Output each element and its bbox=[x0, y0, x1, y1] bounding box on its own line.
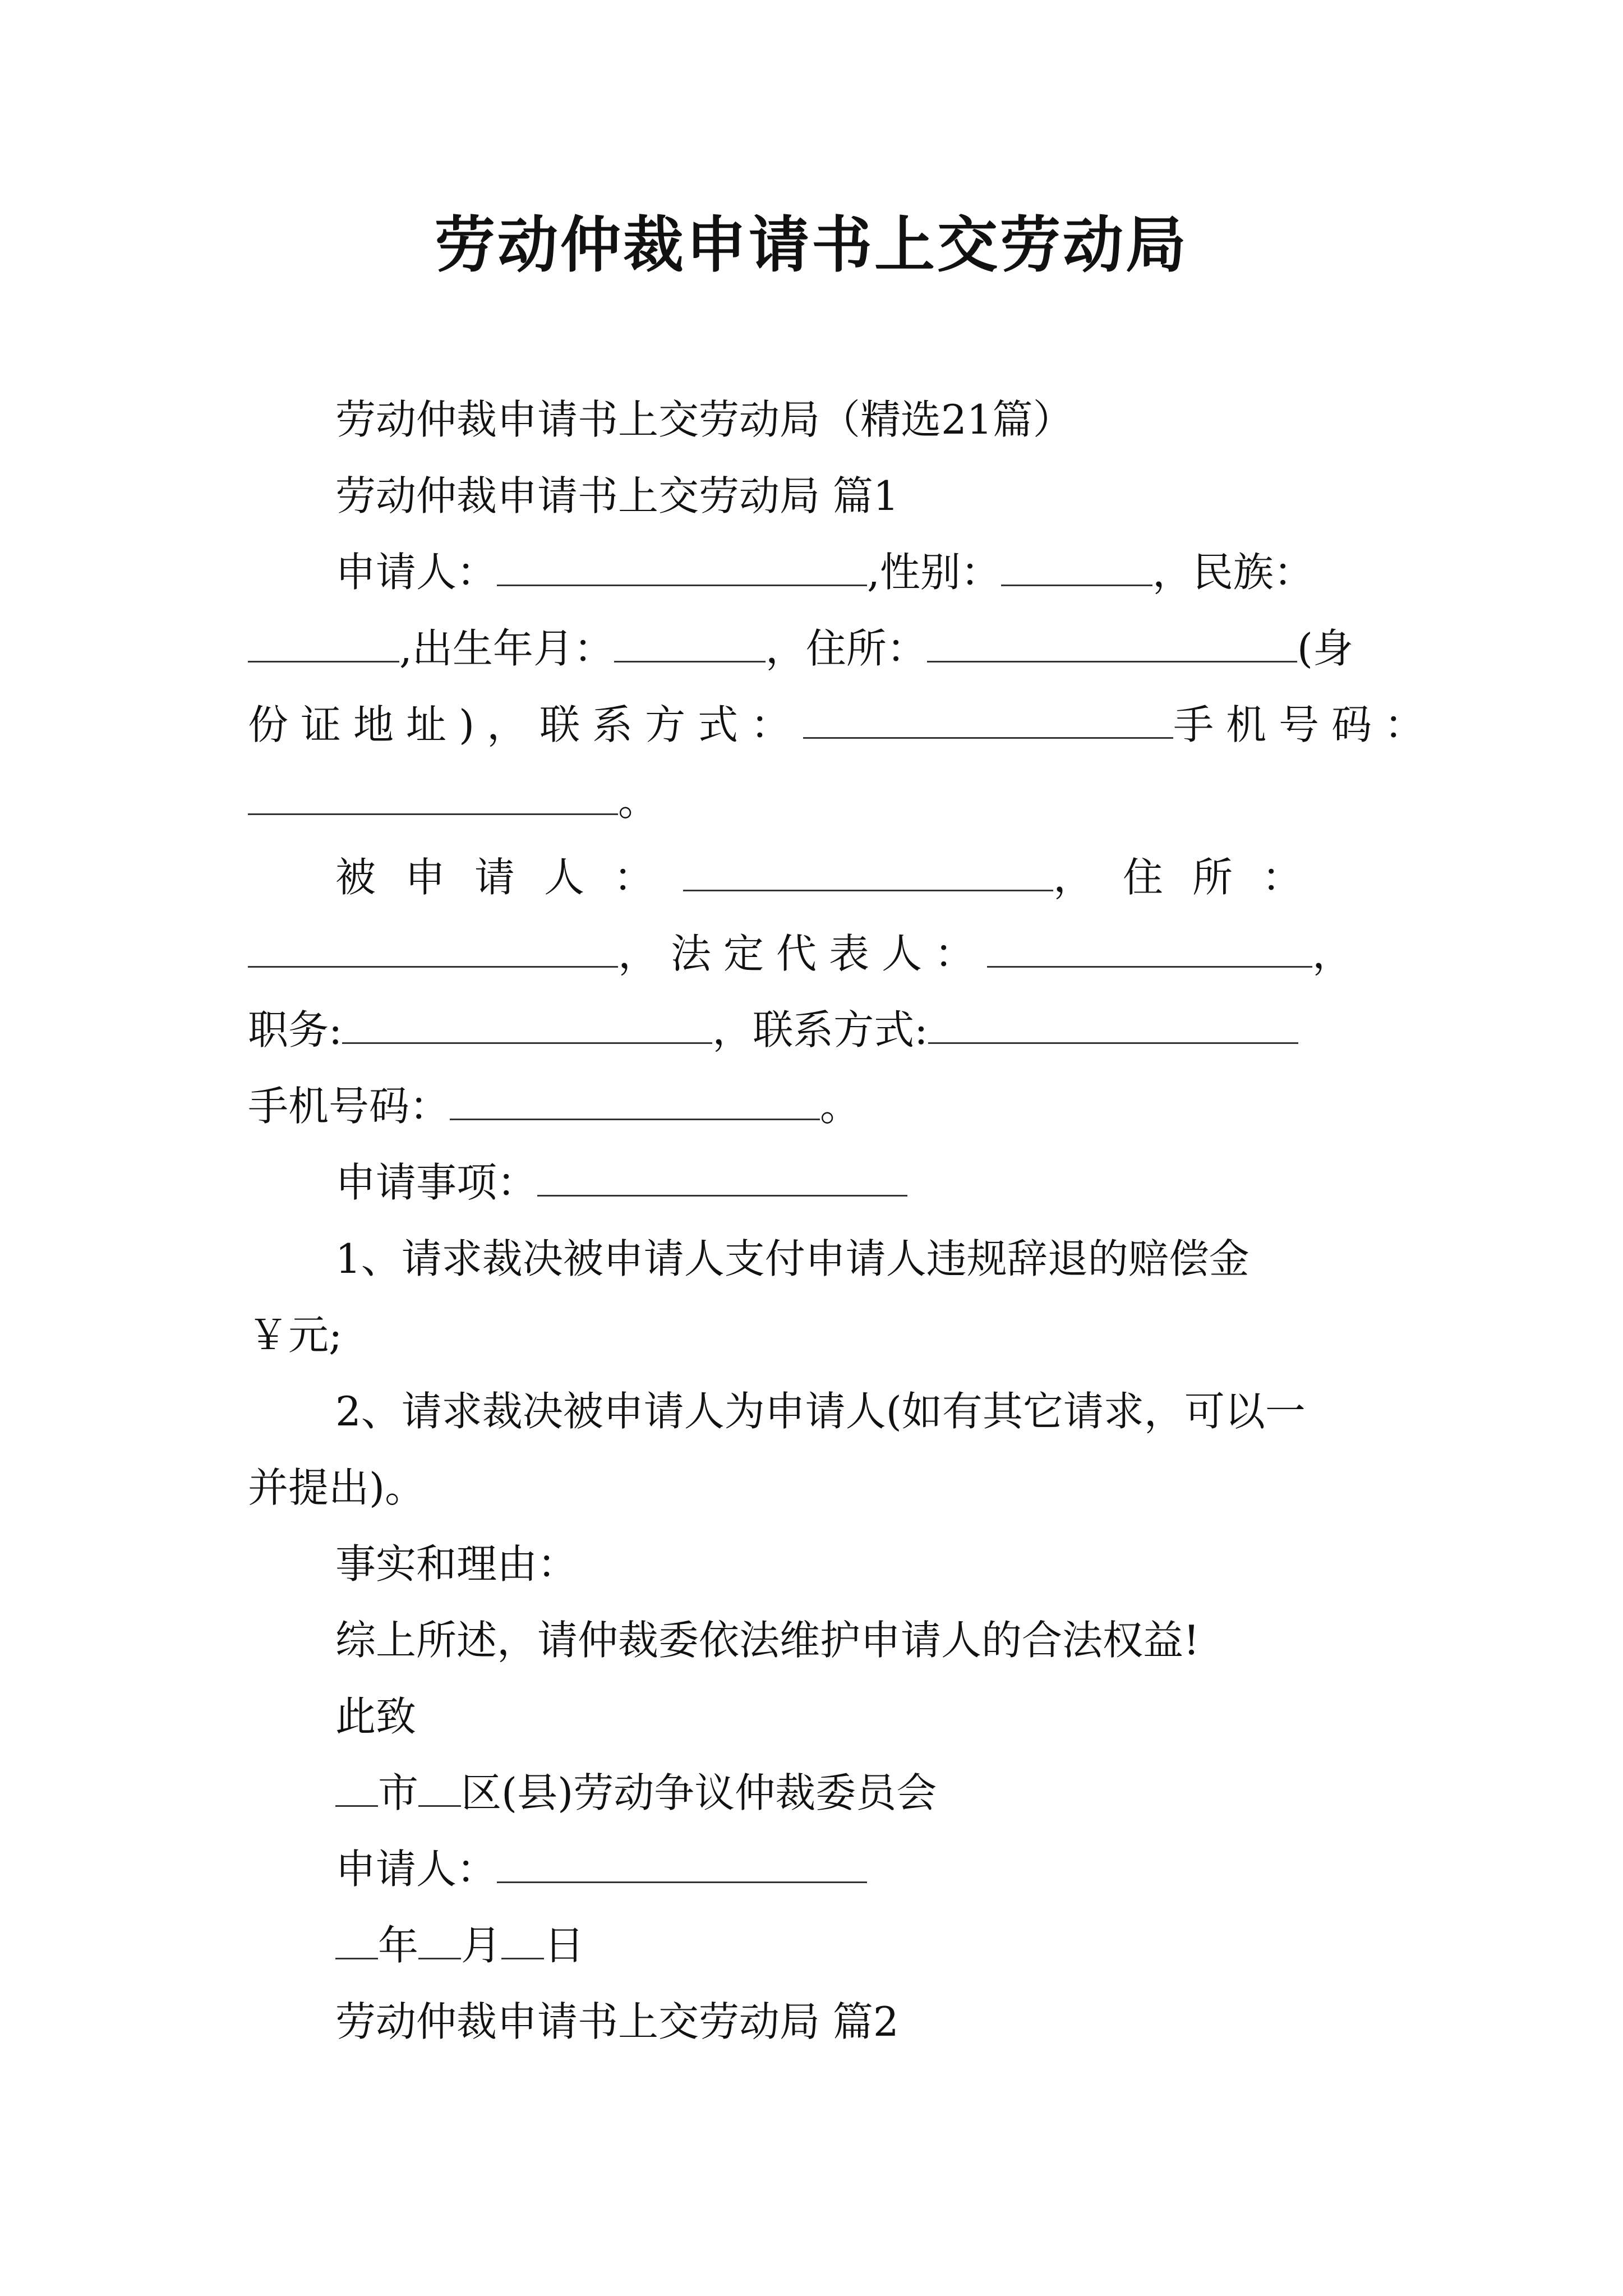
request-item-1-cont: ￥元; bbox=[248, 1312, 343, 1359]
birth-label: ,出生年月： bbox=[399, 625, 614, 672]
respondent-line-2 bbox=[248, 915, 1386, 992]
day-blank bbox=[501, 1924, 544, 1959]
respondent-label: 被申请人： bbox=[335, 854, 684, 901]
district-blank bbox=[418, 1772, 461, 1807]
respondent-line-4 bbox=[248, 1068, 1386, 1144]
ethnicity-label: ，民族： bbox=[1152, 549, 1314, 596]
respondent-comma: ， bbox=[1312, 930, 1366, 977]
signature-label: 申请人： bbox=[335, 1846, 497, 1893]
district-label: 区(县)劳动争议仲裁委员会 bbox=[461, 1769, 937, 1816]
facts-label: 事实和理由： bbox=[335, 1540, 578, 1588]
document-body bbox=[248, 381, 1437, 2060]
section-heading-2: 劳动仲裁申请书上交劳动局 篇2 bbox=[335, 1998, 899, 2045]
legal-rep-label: ，法定代表人： bbox=[618, 930, 988, 977]
applicant-label: 申请人： bbox=[335, 549, 497, 596]
ethnicity-blank bbox=[248, 627, 399, 662]
birth-blank bbox=[614, 627, 766, 662]
city-label: 市 bbox=[378, 1769, 419, 1816]
document-title: 劳动仲裁申请书上交劳动局 bbox=[434, 210, 1188, 280]
signature-blank bbox=[497, 1848, 867, 1883]
position-label: 职务: bbox=[248, 1006, 343, 1053]
respondent-name-blank bbox=[683, 856, 1053, 891]
legal-rep-blank bbox=[987, 932, 1312, 968]
month-blank bbox=[418, 1924, 461, 1959]
conclusion-text: 综上所述，请仲裁委依法维护申请人的合法权益! bbox=[335, 1617, 1200, 1664]
section-heading-1: 劳动仲裁申请书上交劳动局 篇1 bbox=[335, 472, 899, 519]
year-blank bbox=[335, 1924, 378, 1959]
residence-blank bbox=[927, 627, 1297, 662]
respondent-residence-blank bbox=[248, 932, 618, 968]
request-item-2: 2、请求裁决被申请人为申请人(如有其它请求，可以一 bbox=[335, 1388, 1306, 1435]
document-subtitle: 劳动仲裁申请书上交劳动局（精选21篇） bbox=[335, 396, 1073, 443]
phone-blank bbox=[248, 780, 618, 815]
respondent-line-1 bbox=[248, 839, 1386, 915]
date-line bbox=[248, 1907, 1386, 1984]
applicant-line-1 bbox=[248, 534, 1386, 610]
respondent-phone-blank bbox=[450, 1085, 820, 1120]
gender-blank bbox=[1001, 551, 1152, 586]
city-blank bbox=[335, 1772, 378, 1807]
request-blank bbox=[537, 1161, 907, 1197]
gender-label: ,性别： bbox=[867, 549, 1001, 596]
id-address-close: 份证地址)，联系方式： bbox=[248, 701, 804, 748]
residence-label: ，住所： bbox=[765, 625, 927, 672]
day-label: 日 bbox=[544, 1922, 585, 1969]
request-item-2-cont: 并提出)。 bbox=[248, 1464, 426, 1511]
signature-line bbox=[248, 1831, 1386, 1907]
applicant-line-3 bbox=[248, 687, 1437, 763]
month-label: 月 bbox=[461, 1922, 502, 1969]
respondent-line-3 bbox=[248, 992, 1386, 1068]
contact-blank bbox=[803, 703, 1173, 739]
phone-label: 手机号码： bbox=[1173, 701, 1437, 748]
year-label: 年 bbox=[378, 1922, 419, 1969]
request-item-1: 1、请求裁决被申请人支付申请人违规辞退的赔偿金 bbox=[335, 1235, 1249, 1282]
respondent-phone-label: 手机号码： bbox=[248, 1083, 450, 1130]
salutation: 此致 bbox=[335, 1693, 417, 1740]
request-label: 申请事项： bbox=[335, 1159, 538, 1206]
applicant-name-blank bbox=[497, 551, 867, 586]
id-address-open: (身 bbox=[1297, 625, 1353, 672]
respondent-end: 。 bbox=[820, 1083, 861, 1130]
applicant-line-4 bbox=[248, 763, 1386, 839]
request-line bbox=[248, 1144, 1386, 1221]
respondent-residence-label: ，住所： bbox=[1053, 854, 1332, 901]
respondent-contact-blank bbox=[928, 1009, 1298, 1044]
applicant-end: 。 bbox=[618, 777, 659, 825]
respondent-contact-label: ，联系方式: bbox=[712, 1006, 928, 1053]
applicant-line-2 bbox=[248, 610, 1386, 687]
committee-line bbox=[248, 1755, 1386, 1831]
position-blank bbox=[342, 1009, 712, 1044]
